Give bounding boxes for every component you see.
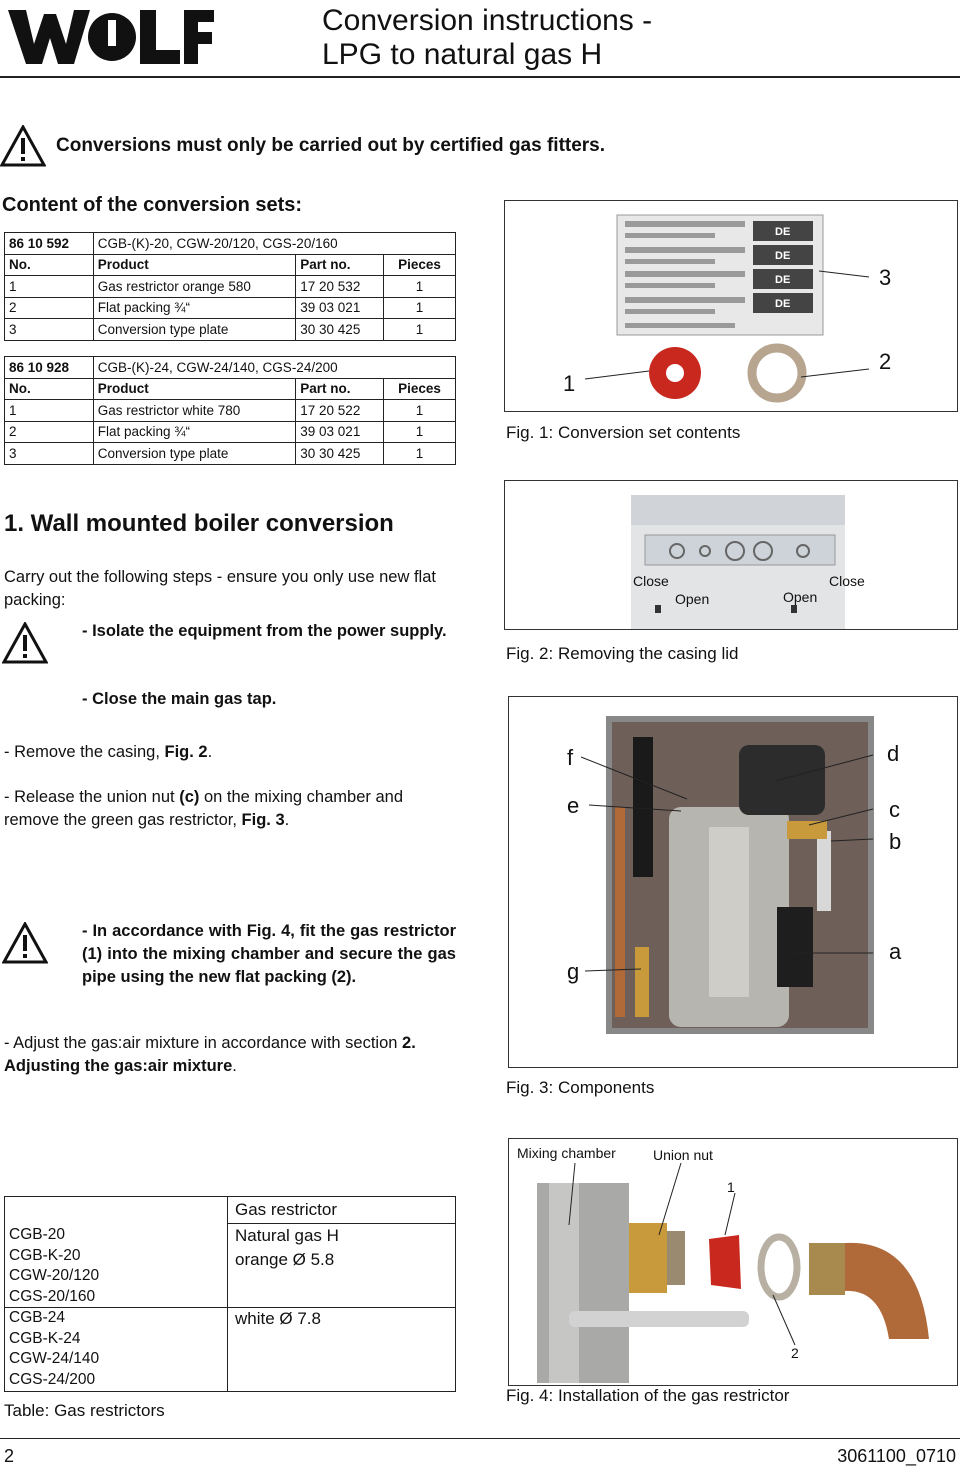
gas-table-caption: Table: Gas restrictors (4, 1401, 165, 1420)
model-name: CGW-20/120 (9, 1267, 100, 1284)
table-divider (227, 1197, 228, 1391)
cell-product: Gas restrictor orange 580 (93, 276, 296, 298)
cell-product: Flat packing ¾“ (93, 297, 296, 319)
fig-ref: Fig. 3 (241, 811, 285, 829)
cell-part-no: 39 03 021 (296, 421, 384, 443)
cell-part-no: 17 20 522 (296, 400, 384, 422)
set-models: CGB-(K)-24, CGW-24/140, CGS-24/200 (93, 357, 455, 379)
cell-product: Conversion type plate (93, 319, 296, 341)
header-divider (0, 76, 960, 78)
table-row (5, 400, 456, 422)
table-header: Gas restrictor (235, 1200, 338, 1219)
fig1-label-1: 1 (563, 371, 576, 396)
model-name: CGB-K-24 (9, 1329, 81, 1347)
step-text: - Adjust the gas:air mixture in accordance with section (4, 1034, 403, 1052)
set-code: 86 10 592 (5, 233, 94, 255)
cell-pieces: 1 (384, 400, 456, 422)
col-pieces: Pieces (384, 254, 456, 276)
plate-tag: DE (775, 274, 791, 286)
step-text: . (284, 811, 290, 829)
cell-no: 1 (5, 276, 94, 298)
fig4-image (508, 1138, 958, 1386)
title-line-1: Conversion instructions - (322, 4, 653, 37)
group1-value: orange Ø 5.8 (235, 1250, 335, 1269)
cell-pieces: 1 (384, 276, 456, 298)
casing-lid-photo (505, 481, 957, 629)
cell-product: Gas restrictor white 780 (93, 400, 296, 422)
conversion-set-2-table (4, 356, 456, 465)
table-row (5, 421, 456, 443)
cell-part-no: 39 03 021 (296, 297, 384, 319)
cell-no: 2 (5, 297, 94, 319)
cell-no: 3 (5, 443, 94, 465)
union-nut-label: Union nut (653, 1147, 713, 1163)
model-name: CGB-24 (9, 1309, 65, 1326)
open-left-label: Open (675, 591, 710, 607)
model-name: CGS-24/200 (9, 1370, 96, 1388)
table-row (5, 276, 456, 298)
plate-tag: DE (775, 250, 791, 262)
cell-pieces: 1 (384, 319, 456, 341)
cell-pieces: 1 (384, 443, 456, 465)
warning-icon (2, 922, 48, 964)
warning-icon (2, 622, 48, 664)
content-heading: Content of the conversion sets: (2, 194, 303, 216)
cell-part-no: 17 20 532 (296, 276, 384, 298)
fig2-image (504, 480, 958, 630)
warning-text: Conversions must only be carried out by certified gas fitters. (56, 135, 606, 156)
fig3-label-c: c (889, 797, 900, 822)
table-divider (5, 1223, 227, 1224)
cell-product: Conversion type plate (93, 443, 296, 465)
group2-models (9, 1308, 99, 1390)
table-row (5, 319, 456, 341)
fig4-caption: Fig. 4: Installation of the gas restrictor (506, 1386, 790, 1405)
col-no: No. (5, 378, 94, 400)
group1-models (9, 1225, 99, 1307)
cell-no: 2 (5, 421, 94, 443)
fig4-label-1: 1 (727, 1179, 735, 1195)
footer-divider (0, 1438, 960, 1439)
set-models: CGB-(K)-20, CGW-20/120, CGS-20/160 (93, 233, 455, 255)
fig1-label-3: 3 (879, 265, 892, 290)
model-name: CGS-20/160 (9, 1287, 96, 1305)
title-line-2: LPG to natural gas H (322, 38, 603, 71)
fig3-label-e: e (567, 793, 580, 818)
fig4-label-2: 2 (791, 1345, 799, 1361)
plate-tag: DE (775, 226, 791, 238)
col-product: Product (93, 378, 296, 400)
col-pieces: Pieces (384, 378, 456, 400)
col-part-no: Part no. (296, 378, 384, 400)
fig3-label-b: b (889, 829, 902, 854)
open-right-label: Open (783, 589, 818, 605)
section-ref: 2. Adjusting the gas:air mixture (4, 1034, 416, 1075)
fig3-label-d: d (887, 741, 900, 766)
fig3-caption: Fig. 3: Components (506, 1078, 655, 1097)
col-part-no: Part no. (296, 254, 384, 276)
fig1-label-2: 2 (879, 349, 892, 374)
step-close-gas: - Close the main gas tap. (82, 690, 277, 708)
step-fit-restrictor: - In accordance with Fig. 4, fit the gas restrictor (1) into the mixing chamber and secure the gas pipe using the new flat packing (2). (82, 922, 456, 986)
cell-no: 3 (5, 319, 94, 341)
section-intro: Carry out the following steps - ensure you only use new flat packing: (4, 568, 436, 609)
gas-restrictor-table (4, 1196, 456, 1392)
step-isolate: - Isolate the equipment from the power supply. (82, 622, 447, 640)
table-divider (227, 1223, 455, 1224)
fig-ref: Fig. 2 (164, 743, 208, 761)
cell-part-no: 30 30 425 (296, 443, 384, 465)
model-name: CGW-24/140 (9, 1350, 100, 1367)
step-text: - Remove the casing, (4, 743, 165, 761)
fig3-image (508, 696, 958, 1068)
group2-value: white Ø 7.8 (235, 1309, 321, 1328)
wolf-logo (4, 6, 214, 68)
restrictor-installation-photo (509, 1139, 957, 1385)
cell-pieces: 1 (384, 421, 456, 443)
certified-warning (0, 125, 605, 167)
page-number: 2 (4, 1446, 15, 1466)
plate-tag: DE (775, 298, 791, 310)
fig1-caption: Fig. 1: Conversion set contents (506, 423, 741, 442)
mixing-chamber-label: Mixing chamber (517, 1145, 616, 1161)
table-row (5, 443, 456, 465)
step-adjust-mixture (4, 1032, 460, 1078)
cell-part-no: 30 30 425 (296, 319, 384, 341)
cell-no: 1 (5, 400, 94, 422)
fig2-caption: Fig. 2: Removing the casing lid (506, 644, 739, 663)
model-name: CGB-20 (9, 1226, 65, 1243)
step-text: on the mixing chamber and remove the green gas restrictor, (4, 788, 403, 829)
fig3-label-g: g (567, 959, 580, 984)
step-remove-casing (4, 741, 212, 764)
section-heading: 1. Wall mounted boiler conversion (4, 510, 394, 537)
page-title (322, 4, 652, 72)
step-text: - Release the union nut (4, 788, 180, 806)
model-name: CGB-K-20 (9, 1246, 81, 1264)
set-code: 86 10 928 (5, 357, 94, 379)
cell-pieces: 1 (384, 297, 456, 319)
cell-product: Flat packing ¾“ (93, 421, 296, 443)
fig3-label-f: f (567, 745, 574, 770)
fig3-label-a: a (889, 939, 902, 964)
close-left-label: Close (633, 573, 669, 589)
table-subheader: Natural gas H (235, 1226, 339, 1245)
warning-icon (0, 125, 46, 167)
part-ref: (c) (179, 788, 200, 806)
close-right-label: Close (829, 573, 865, 589)
step-text: . (232, 1057, 237, 1075)
step-release-nut (4, 786, 460, 832)
fig1-image (504, 200, 958, 412)
step-text: . (207, 743, 213, 761)
document-code: 3061100_0710 (837, 1446, 956, 1466)
conversion-set-1-table (4, 232, 456, 341)
col-no: No. (5, 254, 94, 276)
table-row (5, 297, 456, 319)
col-product: Product (93, 254, 296, 276)
